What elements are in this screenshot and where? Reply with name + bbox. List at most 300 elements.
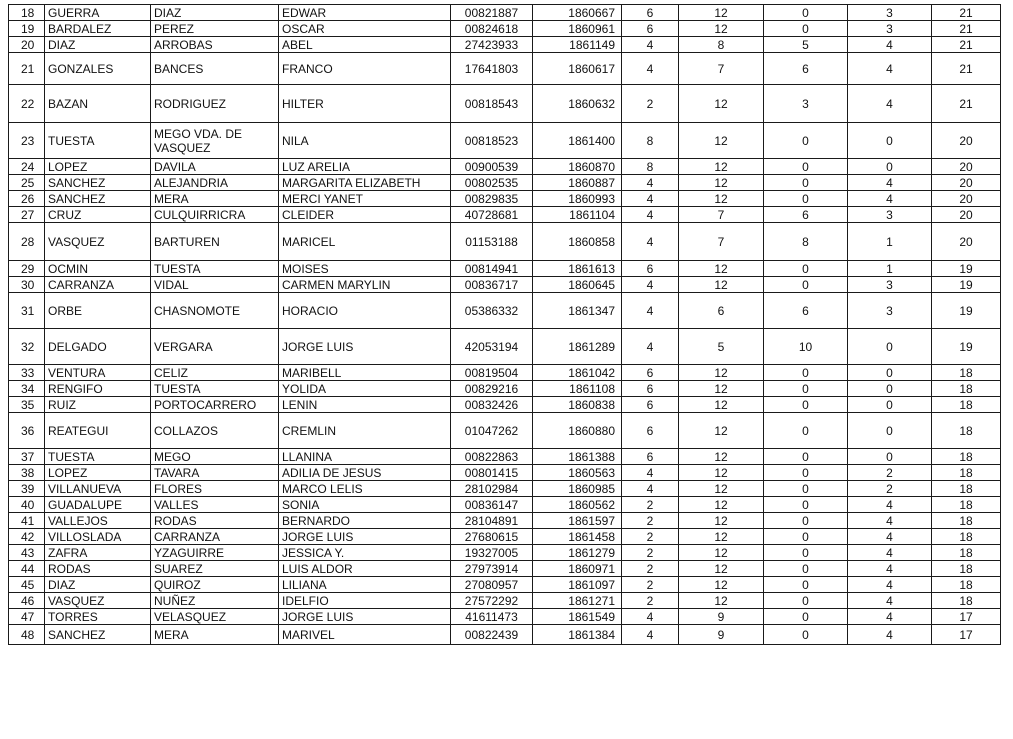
score-d-cell: 4 — [848, 37, 932, 53]
row-number-cell: 43 — [9, 545, 45, 561]
row-number-cell: 38 — [9, 465, 45, 481]
score-b-cell: 7 — [679, 53, 764, 85]
second-surname-cell: SUAREZ — [151, 561, 279, 577]
row-number-cell: 42 — [9, 529, 45, 545]
given-names-cell: MARICEL — [279, 223, 451, 261]
row-number-cell: 32 — [9, 329, 45, 365]
score-a-cell: 2 — [622, 85, 679, 123]
score-a-cell: 2 — [622, 513, 679, 529]
given-names-cell: YOLIDA — [279, 381, 451, 397]
score-b-cell: 9 — [679, 609, 764, 625]
dni-number-cell: 00824618 — [451, 21, 533, 37]
second-surname-cell: DIAZ — [151, 5, 279, 21]
score-a-cell: 4 — [622, 481, 679, 497]
second-surname-cell: VELASQUEZ — [151, 609, 279, 625]
score-c-cell: 0 — [764, 123, 848, 159]
given-names-cell: LILIANA — [279, 577, 451, 593]
table-row — [9, 261, 1001, 277]
score-a-cell: 6 — [622, 365, 679, 381]
table-row — [9, 123, 1001, 159]
given-names-cell: MERCI YANET — [279, 191, 451, 207]
given-names-cell: MARIBELL — [279, 365, 451, 381]
second-surname-cell: QUIROZ — [151, 577, 279, 593]
score-a-cell: 6 — [622, 397, 679, 413]
row-number-cell: 27 — [9, 207, 45, 223]
first-surname-cell: SANCHEZ — [45, 625, 151, 645]
score-a-cell: 4 — [622, 53, 679, 85]
first-surname-cell: DIAZ — [45, 577, 151, 593]
results-table — [8, 4, 1001, 645]
given-names-cell: SONIA — [279, 497, 451, 513]
dni-number-cell: 00814941 — [451, 261, 533, 277]
second-surname-cell: ALEJANDRIA — [151, 175, 279, 191]
first-surname-cell: TORRES — [45, 609, 151, 625]
total-score-cell: 18 — [932, 545, 1001, 561]
given-names-cell: MARGARITA ELIZABETH — [279, 175, 451, 191]
score-a-cell: 6 — [622, 21, 679, 37]
given-names-cell: JORGE LUIS — [279, 609, 451, 625]
score-d-cell: 4 — [848, 609, 932, 625]
given-names-cell: CREMLIN — [279, 413, 451, 449]
score-d-cell: 0 — [848, 413, 932, 449]
dni-number-cell: 41611473 — [451, 609, 533, 625]
row-number-cell: 31 — [9, 293, 45, 329]
score-c-cell: 6 — [764, 293, 848, 329]
row-number-cell: 29 — [9, 261, 45, 277]
dni-number-cell: 00818523 — [451, 123, 533, 159]
score-a-cell: 6 — [622, 381, 679, 397]
score-c-cell: 0 — [764, 5, 848, 21]
score-b-cell: 12 — [679, 593, 764, 609]
score-d-cell: 0 — [848, 397, 932, 413]
score-a-cell: 4 — [622, 191, 679, 207]
code-number-cell: 1861347 — [533, 293, 622, 329]
table-row — [9, 413, 1001, 449]
table-row — [9, 159, 1001, 175]
first-surname-cell: SANCHEZ — [45, 191, 151, 207]
score-b-cell: 12 — [679, 365, 764, 381]
code-number-cell: 1861271 — [533, 593, 622, 609]
row-number-cell: 39 — [9, 481, 45, 497]
table-row — [9, 329, 1001, 365]
total-score-cell: 21 — [932, 53, 1001, 85]
score-b-cell: 12 — [679, 497, 764, 513]
total-score-cell: 21 — [932, 37, 1001, 53]
given-names-cell: HILTER — [279, 85, 451, 123]
score-c-cell: 0 — [764, 413, 848, 449]
code-number-cell: 1860993 — [533, 191, 622, 207]
code-number-cell: 1860632 — [533, 85, 622, 123]
score-a-cell: 6 — [622, 413, 679, 449]
score-d-cell: 4 — [848, 191, 932, 207]
dni-number-cell: 27973914 — [451, 561, 533, 577]
first-surname-cell: BAZAN — [45, 85, 151, 123]
code-number-cell: 1860858 — [533, 223, 622, 261]
score-a-cell: 8 — [622, 159, 679, 175]
dni-number-cell: 00832426 — [451, 397, 533, 413]
second-surname-cell: DAVILA — [151, 159, 279, 175]
score-a-cell: 4 — [622, 277, 679, 293]
score-c-cell: 6 — [764, 207, 848, 223]
score-b-cell: 8 — [679, 37, 764, 53]
row-number-cell: 44 — [9, 561, 45, 577]
total-score-cell: 18 — [932, 465, 1001, 481]
given-names-cell: NILA — [279, 123, 451, 159]
score-a-cell: 4 — [622, 207, 679, 223]
score-a-cell: 4 — [622, 465, 679, 481]
dni-number-cell: 00829835 — [451, 191, 533, 207]
total-score-cell: 18 — [932, 449, 1001, 465]
first-surname-cell: VENTURA — [45, 365, 151, 381]
total-score-cell: 20 — [932, 223, 1001, 261]
code-number-cell: 1860985 — [533, 481, 622, 497]
given-names-cell: JESSICA Y. — [279, 545, 451, 561]
score-c-cell: 10 — [764, 329, 848, 365]
second-surname-cell: FLORES — [151, 481, 279, 497]
total-score-cell: 18 — [932, 381, 1001, 397]
score-c-cell: 0 — [764, 175, 848, 191]
results-sheet — [8, 4, 1001, 645]
code-number-cell: 1861108 — [533, 381, 622, 397]
score-d-cell: 0 — [848, 449, 932, 465]
second-surname-cell: MERA — [151, 191, 279, 207]
dni-number-cell: 27080957 — [451, 577, 533, 593]
dni-number-cell: 42053194 — [451, 329, 533, 365]
score-a-cell: 6 — [622, 449, 679, 465]
dni-number-cell: 17641803 — [451, 53, 533, 85]
score-b-cell: 12 — [679, 413, 764, 449]
row-number-cell: 20 — [9, 37, 45, 53]
score-c-cell: 0 — [764, 561, 848, 577]
score-b-cell: 12 — [679, 449, 764, 465]
second-surname-cell: CELIZ — [151, 365, 279, 381]
table-row — [9, 465, 1001, 481]
first-surname-cell: RUIZ — [45, 397, 151, 413]
score-c-cell: 0 — [764, 191, 848, 207]
score-a-cell: 6 — [622, 5, 679, 21]
score-c-cell: 0 — [764, 609, 848, 625]
first-surname-cell: VASQUEZ — [45, 223, 151, 261]
code-number-cell: 1861549 — [533, 609, 622, 625]
table-row — [9, 449, 1001, 465]
code-number-cell: 1860961 — [533, 21, 622, 37]
score-b-cell: 12 — [679, 175, 764, 191]
dni-number-cell: 00802535 — [451, 175, 533, 191]
score-b-cell: 12 — [679, 277, 764, 293]
table-row — [9, 5, 1001, 21]
score-d-cell: 1 — [848, 261, 932, 277]
score-b-cell: 6 — [679, 293, 764, 329]
score-b-cell: 5 — [679, 329, 764, 365]
total-score-cell: 19 — [932, 329, 1001, 365]
row-number-cell: 41 — [9, 513, 45, 529]
second-surname-cell: YZAGUIRRE — [151, 545, 279, 561]
second-surname-cell: TAVARA — [151, 465, 279, 481]
code-number-cell: 1860562 — [533, 497, 622, 513]
row-number-cell: 26 — [9, 191, 45, 207]
first-surname-cell: VILLOSLADA — [45, 529, 151, 545]
score-b-cell: 12 — [679, 191, 764, 207]
total-score-cell: 20 — [932, 159, 1001, 175]
score-c-cell: 3 — [764, 85, 848, 123]
dni-number-cell: 28102984 — [451, 481, 533, 497]
first-surname-cell: GUERRA — [45, 5, 151, 21]
total-score-cell: 18 — [932, 513, 1001, 529]
first-surname-cell: TUESTA — [45, 123, 151, 159]
first-surname-cell: LOPEZ — [45, 465, 151, 481]
table-row — [9, 191, 1001, 207]
score-a-cell: 4 — [622, 175, 679, 191]
table-row — [9, 577, 1001, 593]
first-surname-cell: GONZALES — [45, 53, 151, 85]
code-number-cell: 1861384 — [533, 625, 622, 645]
second-surname-cell: VERGARA — [151, 329, 279, 365]
row-number-cell: 45 — [9, 577, 45, 593]
total-score-cell: 17 — [932, 625, 1001, 645]
score-a-cell: 2 — [622, 545, 679, 561]
code-number-cell: 1860870 — [533, 159, 622, 175]
score-d-cell: 4 — [848, 53, 932, 85]
first-surname-cell: ZAFRA — [45, 545, 151, 561]
score-b-cell: 12 — [679, 513, 764, 529]
total-score-cell: 18 — [932, 481, 1001, 497]
score-c-cell: 0 — [764, 481, 848, 497]
score-c-cell: 0 — [764, 465, 848, 481]
code-number-cell: 1861149 — [533, 37, 622, 53]
score-d-cell: 4 — [848, 577, 932, 593]
given-names-cell: IDELFIO — [279, 593, 451, 609]
score-b-cell: 12 — [679, 381, 764, 397]
second-surname-cell: VIDAL — [151, 277, 279, 293]
code-number-cell: 1861097 — [533, 577, 622, 593]
total-score-cell: 18 — [932, 561, 1001, 577]
given-names-cell: MARCO LELIS — [279, 481, 451, 497]
table-row — [9, 497, 1001, 513]
score-d-cell: 0 — [848, 123, 932, 159]
second-surname-cell: MERA — [151, 625, 279, 645]
total-score-cell: 17 — [932, 609, 1001, 625]
score-c-cell: 6 — [764, 53, 848, 85]
given-names-cell: BERNARDO — [279, 513, 451, 529]
score-b-cell: 12 — [679, 159, 764, 175]
given-names-cell: MOISES — [279, 261, 451, 277]
given-names-cell: LUZ ARELIA — [279, 159, 451, 175]
score-b-cell: 7 — [679, 207, 764, 223]
score-c-cell: 0 — [764, 261, 848, 277]
first-surname-cell: VILLANUEVA — [45, 481, 151, 497]
code-number-cell: 1861289 — [533, 329, 622, 365]
second-surname-cell: COLLAZOS — [151, 413, 279, 449]
score-b-cell: 12 — [679, 481, 764, 497]
score-c-cell: 0 — [764, 21, 848, 37]
given-names-cell: ABEL — [279, 37, 451, 53]
given-names-cell: CLEIDER — [279, 207, 451, 223]
given-names-cell: LENIN — [279, 397, 451, 413]
score-b-cell: 12 — [679, 465, 764, 481]
first-surname-cell: CRUZ — [45, 207, 151, 223]
code-number-cell: 1861042 — [533, 365, 622, 381]
score-b-cell: 12 — [679, 545, 764, 561]
second-surname-cell: ARROBAS — [151, 37, 279, 53]
row-number-cell: 23 — [9, 123, 45, 159]
dni-number-cell: 00836717 — [451, 277, 533, 293]
table-row — [9, 207, 1001, 223]
score-d-cell: 0 — [848, 329, 932, 365]
score-b-cell: 12 — [679, 397, 764, 413]
score-b-cell: 12 — [679, 577, 764, 593]
table-row — [9, 53, 1001, 85]
score-a-cell: 4 — [622, 625, 679, 645]
score-a-cell: 8 — [622, 123, 679, 159]
code-number-cell: 1860667 — [533, 5, 622, 21]
score-d-cell: 4 — [848, 513, 932, 529]
second-surname-cell: CARRANZA — [151, 529, 279, 545]
first-surname-cell: TUESTA — [45, 449, 151, 465]
score-c-cell: 0 — [764, 529, 848, 545]
first-surname-cell: CARRANZA — [45, 277, 151, 293]
total-score-cell: 21 — [932, 85, 1001, 123]
score-a-cell: 4 — [622, 37, 679, 53]
first-surname-cell: DELGADO — [45, 329, 151, 365]
table-row — [9, 609, 1001, 625]
given-names-cell: CARMEN MARYLIN — [279, 277, 451, 293]
second-surname-cell: BARTUREN — [151, 223, 279, 261]
score-d-cell: 3 — [848, 21, 932, 37]
score-d-cell: 4 — [848, 625, 932, 645]
second-surname-cell: MEGO — [151, 449, 279, 465]
code-number-cell: 1860887 — [533, 175, 622, 191]
code-number-cell: 1861400 — [533, 123, 622, 159]
row-number-cell: 40 — [9, 497, 45, 513]
row-number-cell: 21 — [9, 53, 45, 85]
dni-number-cell: 27680615 — [451, 529, 533, 545]
table-body — [9, 5, 1001, 645]
score-d-cell: 3 — [848, 277, 932, 293]
score-d-cell: 4 — [848, 85, 932, 123]
total-score-cell: 19 — [932, 277, 1001, 293]
total-score-cell: 20 — [932, 123, 1001, 159]
score-d-cell: 0 — [848, 365, 932, 381]
table-row — [9, 293, 1001, 329]
given-names-cell: LLANINA — [279, 449, 451, 465]
row-number-cell: 37 — [9, 449, 45, 465]
table-row — [9, 561, 1001, 577]
total-score-cell: 20 — [932, 175, 1001, 191]
table-row — [9, 481, 1001, 497]
table-row — [9, 21, 1001, 37]
score-a-cell: 4 — [622, 329, 679, 365]
score-c-cell: 0 — [764, 277, 848, 293]
row-number-cell: 25 — [9, 175, 45, 191]
score-c-cell: 0 — [764, 593, 848, 609]
second-surname-cell: TUESTA — [151, 381, 279, 397]
table-row — [9, 529, 1001, 545]
dni-number-cell: 40728681 — [451, 207, 533, 223]
row-number-cell: 24 — [9, 159, 45, 175]
score-c-cell: 0 — [764, 513, 848, 529]
dni-number-cell: 00829216 — [451, 381, 533, 397]
first-surname-cell: REATEGUI — [45, 413, 151, 449]
code-number-cell: 1860617 — [533, 53, 622, 85]
row-number-cell: 36 — [9, 413, 45, 449]
total-score-cell: 20 — [932, 191, 1001, 207]
given-names-cell: JORGE LUIS — [279, 529, 451, 545]
score-a-cell: 4 — [622, 223, 679, 261]
dni-number-cell: 28104891 — [451, 513, 533, 529]
dni-number-cell: 00822439 — [451, 625, 533, 645]
score-d-cell: 1 — [848, 223, 932, 261]
second-surname-cell: TUESTA — [151, 261, 279, 277]
first-surname-cell: LOPEZ — [45, 159, 151, 175]
given-names-cell: HORACIO — [279, 293, 451, 329]
score-d-cell: 3 — [848, 293, 932, 329]
total-score-cell: 18 — [932, 593, 1001, 609]
table-row — [9, 37, 1001, 53]
second-surname-cell: NUÑEZ — [151, 593, 279, 609]
given-names-cell: EDWAR — [279, 5, 451, 21]
first-surname-cell: DIAZ — [45, 37, 151, 53]
second-surname-cell: RODRIGUEZ — [151, 85, 279, 123]
row-number-cell: 19 — [9, 21, 45, 37]
total-score-cell: 18 — [932, 413, 1001, 449]
dni-number-cell: 00821887 — [451, 5, 533, 21]
table-row — [9, 277, 1001, 293]
dni-number-cell: 00818543 — [451, 85, 533, 123]
total-score-cell: 19 — [932, 293, 1001, 329]
table-row — [9, 625, 1001, 645]
first-surname-cell: ORBE — [45, 293, 151, 329]
code-number-cell: 1860563 — [533, 465, 622, 481]
first-surname-cell: OCMIN — [45, 261, 151, 277]
row-number-cell: 48 — [9, 625, 45, 645]
score-d-cell: 3 — [848, 207, 932, 223]
first-surname-cell: RENGIFO — [45, 381, 151, 397]
code-number-cell: 1861104 — [533, 207, 622, 223]
score-c-cell: 0 — [764, 449, 848, 465]
dni-number-cell: 00822863 — [451, 449, 533, 465]
score-c-cell: 0 — [764, 545, 848, 561]
dni-number-cell: 01153188 — [451, 223, 533, 261]
score-d-cell: 2 — [848, 465, 932, 481]
score-a-cell: 2 — [622, 497, 679, 513]
score-a-cell: 2 — [622, 593, 679, 609]
code-number-cell: 1860645 — [533, 277, 622, 293]
row-number-cell: 18 — [9, 5, 45, 21]
score-d-cell: 4 — [848, 545, 932, 561]
score-b-cell: 12 — [679, 85, 764, 123]
table-row — [9, 513, 1001, 529]
first-surname-cell: VALLEJOS — [45, 513, 151, 529]
score-b-cell: 12 — [679, 21, 764, 37]
total-score-cell: 19 — [932, 261, 1001, 277]
score-c-cell: 5 — [764, 37, 848, 53]
code-number-cell: 1861388 — [533, 449, 622, 465]
total-score-cell: 18 — [932, 365, 1001, 381]
table-row — [9, 593, 1001, 609]
table-row — [9, 175, 1001, 191]
second-surname-cell: BANCES — [151, 53, 279, 85]
table-row — [9, 85, 1001, 123]
row-number-cell: 28 — [9, 223, 45, 261]
score-a-cell: 4 — [622, 293, 679, 329]
score-c-cell: 8 — [764, 223, 848, 261]
second-surname-cell: MEGO VDA. DE VASQUEZ — [151, 123, 279, 159]
score-b-cell: 12 — [679, 561, 764, 577]
first-surname-cell: RODAS — [45, 561, 151, 577]
given-names-cell: ADILIA DE JESUS — [279, 465, 451, 481]
given-names-cell: MARIVEL — [279, 625, 451, 645]
first-surname-cell: BARDALEZ — [45, 21, 151, 37]
